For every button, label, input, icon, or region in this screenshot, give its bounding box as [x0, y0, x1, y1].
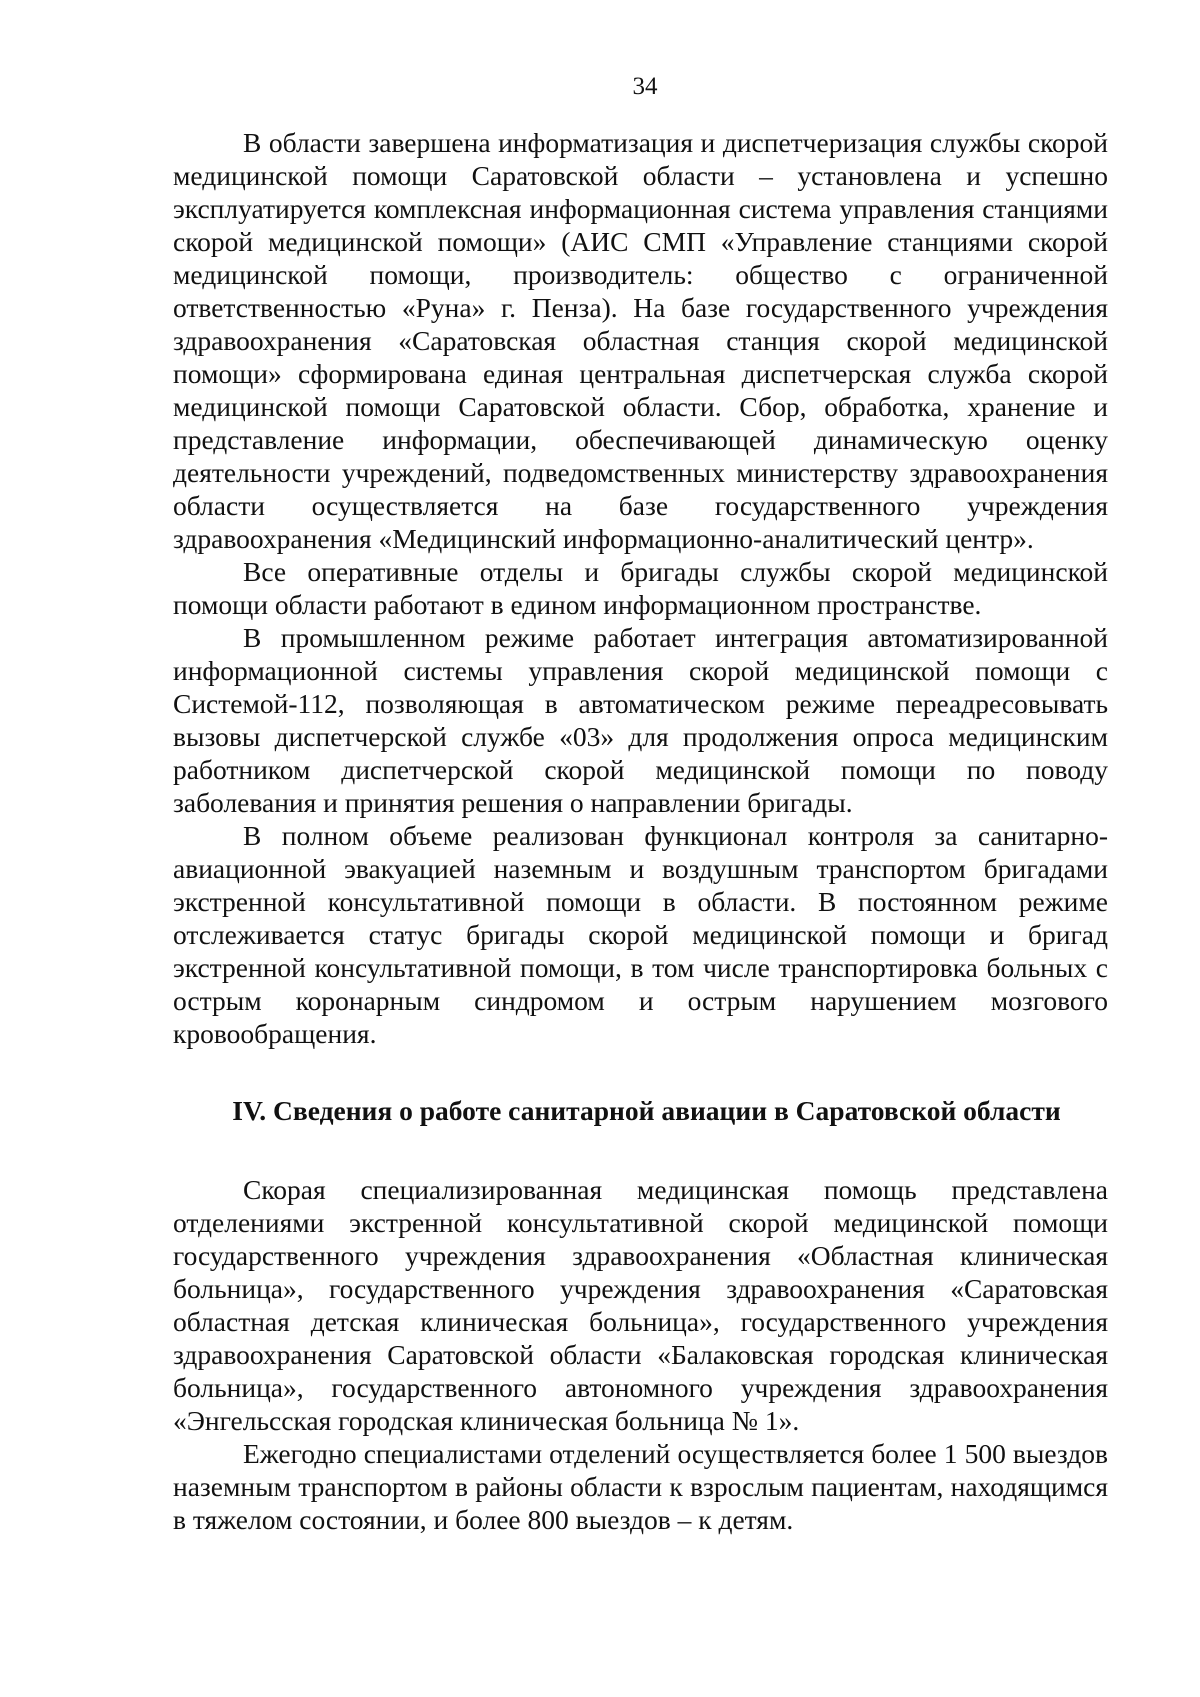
paragraph: Ежегодно специалистами отделений осуществляется более 1 500 выездов наземным транспортом в районы области к взрослым пациентам, находящимся в тяжелом состоянии, и более 800 выездов – к детям.	[173, 1438, 1108, 1535]
paragraph: Скорая специализированная медицинская помощь представлена отделениями экстренной консультативной скорой медицинской помощи государственного учреждения здравоохранения «Областная клиническая больница», государственного учреждения здравоохранения «Саратовская областная детская клиническая больница», государственного учреждения здравоохранения Саратовской области «Балаковская городская клиническая больница», государственного автономного учреждения здравоохранения «Энгельсская городская клиническая больница № 1».	[173, 1174, 1108, 1436]
paragraph: В области завершена информатизация и диспетчеризация службы скорой медицинской помощи Саратовской области – установлена и успешно эксплуатируется комплексная информационная система управления станциями скорой медицинской помощи» (АИС СМП «Управление станциями скорой медицинской помощи, производитель: общество с ограниченной ответственностью «Руна» г. Пенза). На базе государственного учреждения здравоохранения «Саратовская областная станция скорой медицинской помощи» сформирована единая центральная диспетчерская служба скорой медицинской помощи Саратовской области. Сбор, обработка, хранение и представление информации, обеспечивающей динамическую оценку деятельности учреждений, подведомственных министерству здравоохранения области осуществляется на базе государственного учреждения здравоохранения «Медицинский информационно-аналитический центр».	[173, 127, 1108, 554]
paragraph: В промышленном режиме работает интеграция автоматизированной информационной системы управления скорой медицинской помощи с Системой-112, позволяющая в автоматическом режиме переадресовывать вызовы диспетчерской службе «03» для продолжения опроса медицинским работником диспетчерской скорой медицинской помощи по поводу заболевания и принятия решения о направлении бригады.	[173, 622, 1108, 818]
document-body	[173, 126, 1108, 1536]
paragraph: В полном объеме реализован функционал контроля за санитарно-авиационной эвакуацией наземным и воздушным транспортом бригадами экстренной консультативной помощи в области. В постоянном режиме отслеживается статус бригады скорой медицинской помощи и бригад экстренной консультативной помощи, в том числе транспортировка больных с острым коронарным синдромом и острым нарушением мозгового кровообращения.	[173, 820, 1108, 1049]
section-heading: IV. Сведения о работе санитарной авиации в Саратовской области	[232, 1095, 1061, 1126]
paragraph: Все оперативные отделы и бригады службы скорой медицинской помощи области работают в едином информационном пространстве.	[173, 556, 1108, 620]
page-number: 34	[632, 73, 658, 100]
